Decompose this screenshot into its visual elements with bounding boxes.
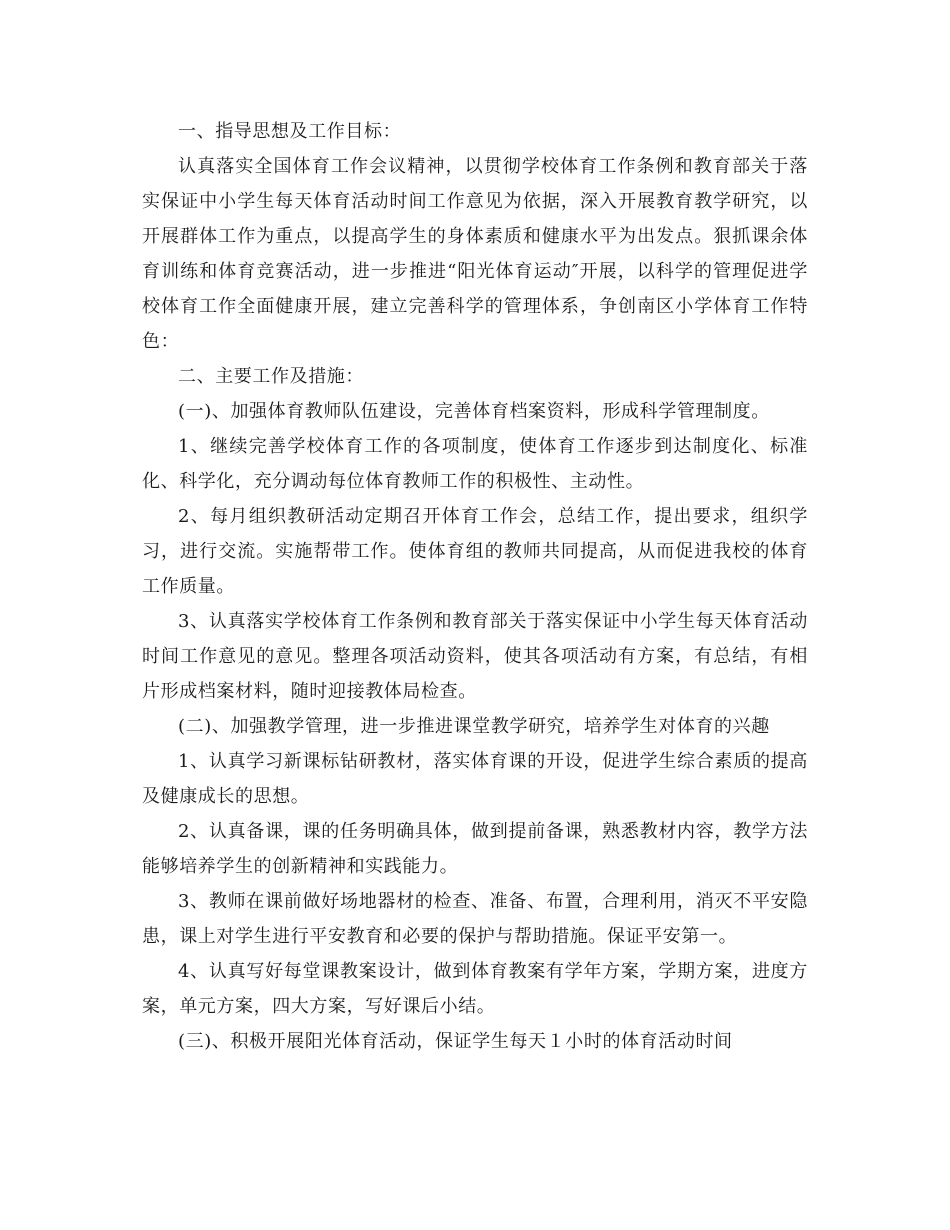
list-item: 3、认真落实学校体育工作条例和教育部关于落实保证中小学生每天体育活动时间工作意见的意见。整理各项活动资料，使其各项活动有方案，有总结，有相片形成档案材料，随时迎接教体局检查。 xyxy=(142,611,808,702)
section-heading-guiding-thought: 一、指导思想及工作目标： xyxy=(178,121,402,142)
subsection-heading-2: (二)、加强教学管理，进一步推进课堂教学研究，培养学生对体育的兴趣 xyxy=(178,716,770,737)
document-body xyxy=(142,114,808,1059)
subsection-heading-3: (三)、积极开展阳光体育活动，保证学生每天１小时的体育活动时间 xyxy=(178,1031,733,1052)
section-heading-main-work: 二、主要工作及措施： xyxy=(178,366,364,387)
list-item: 1、认真学习新课标钻研教材，落实体育课的开设，促进学生综合素质的提高及健康成长的思想。 xyxy=(142,751,808,807)
list-item: 1、继续完善学校体育工作的各项制度，使体育工作逐步到达制度化、标准化、科学化，充分调动每位体育教师工作的积极性、主动性。 xyxy=(142,436,808,492)
list-item: 2、每月组织教研活动定期召开体育工作会，总结工作，提出要求，组织学习，进行交流。实施帮带工作。使体育组的教师共同提高，从而促进我校的体育工作质量。 xyxy=(142,506,808,597)
paragraph-guiding-thought: 认真落实全国体育工作会议精神，以贯彻学校体育工作条例和教育部关于落实保证中小学生每天体育活动时间工作意见为依据，深入开展教育教学研究，以开展群体工作为重点，以提高学生的身体素质和健康水平为出发点。狠抓课余体育训练和体育竞赛活动，进一步推进“阳光体育运动″开展，以科学的管理促进学校体育工作全面健康开展，建立完善科学的管理体系，争创南区小学体育工作特色： xyxy=(142,156,808,352)
subsection-heading-1: (一)、加强体育教师队伍建设，完善体育档案资料，形成科学管理制度。 xyxy=(178,401,770,422)
list-item: 2、认真备课，课的任务明确具体，做到提前备课，熟悉教材内容，教学方法能够培养学生的创新精神和实践能力。 xyxy=(142,821,808,877)
list-item: 3、教师在课前做好场地器材的检查、准备、布置，合理利用，消灭不平安隐患，课上对学生进行平安教育和必要的保护与帮助措施。保证平安第一。 xyxy=(142,891,808,947)
list-item: 4、认真写好每堂课教案设计，做到体育教案有学年方案，学期方案，进度方案，单元方案，四大方案，写好课后小结。 xyxy=(142,961,808,1017)
